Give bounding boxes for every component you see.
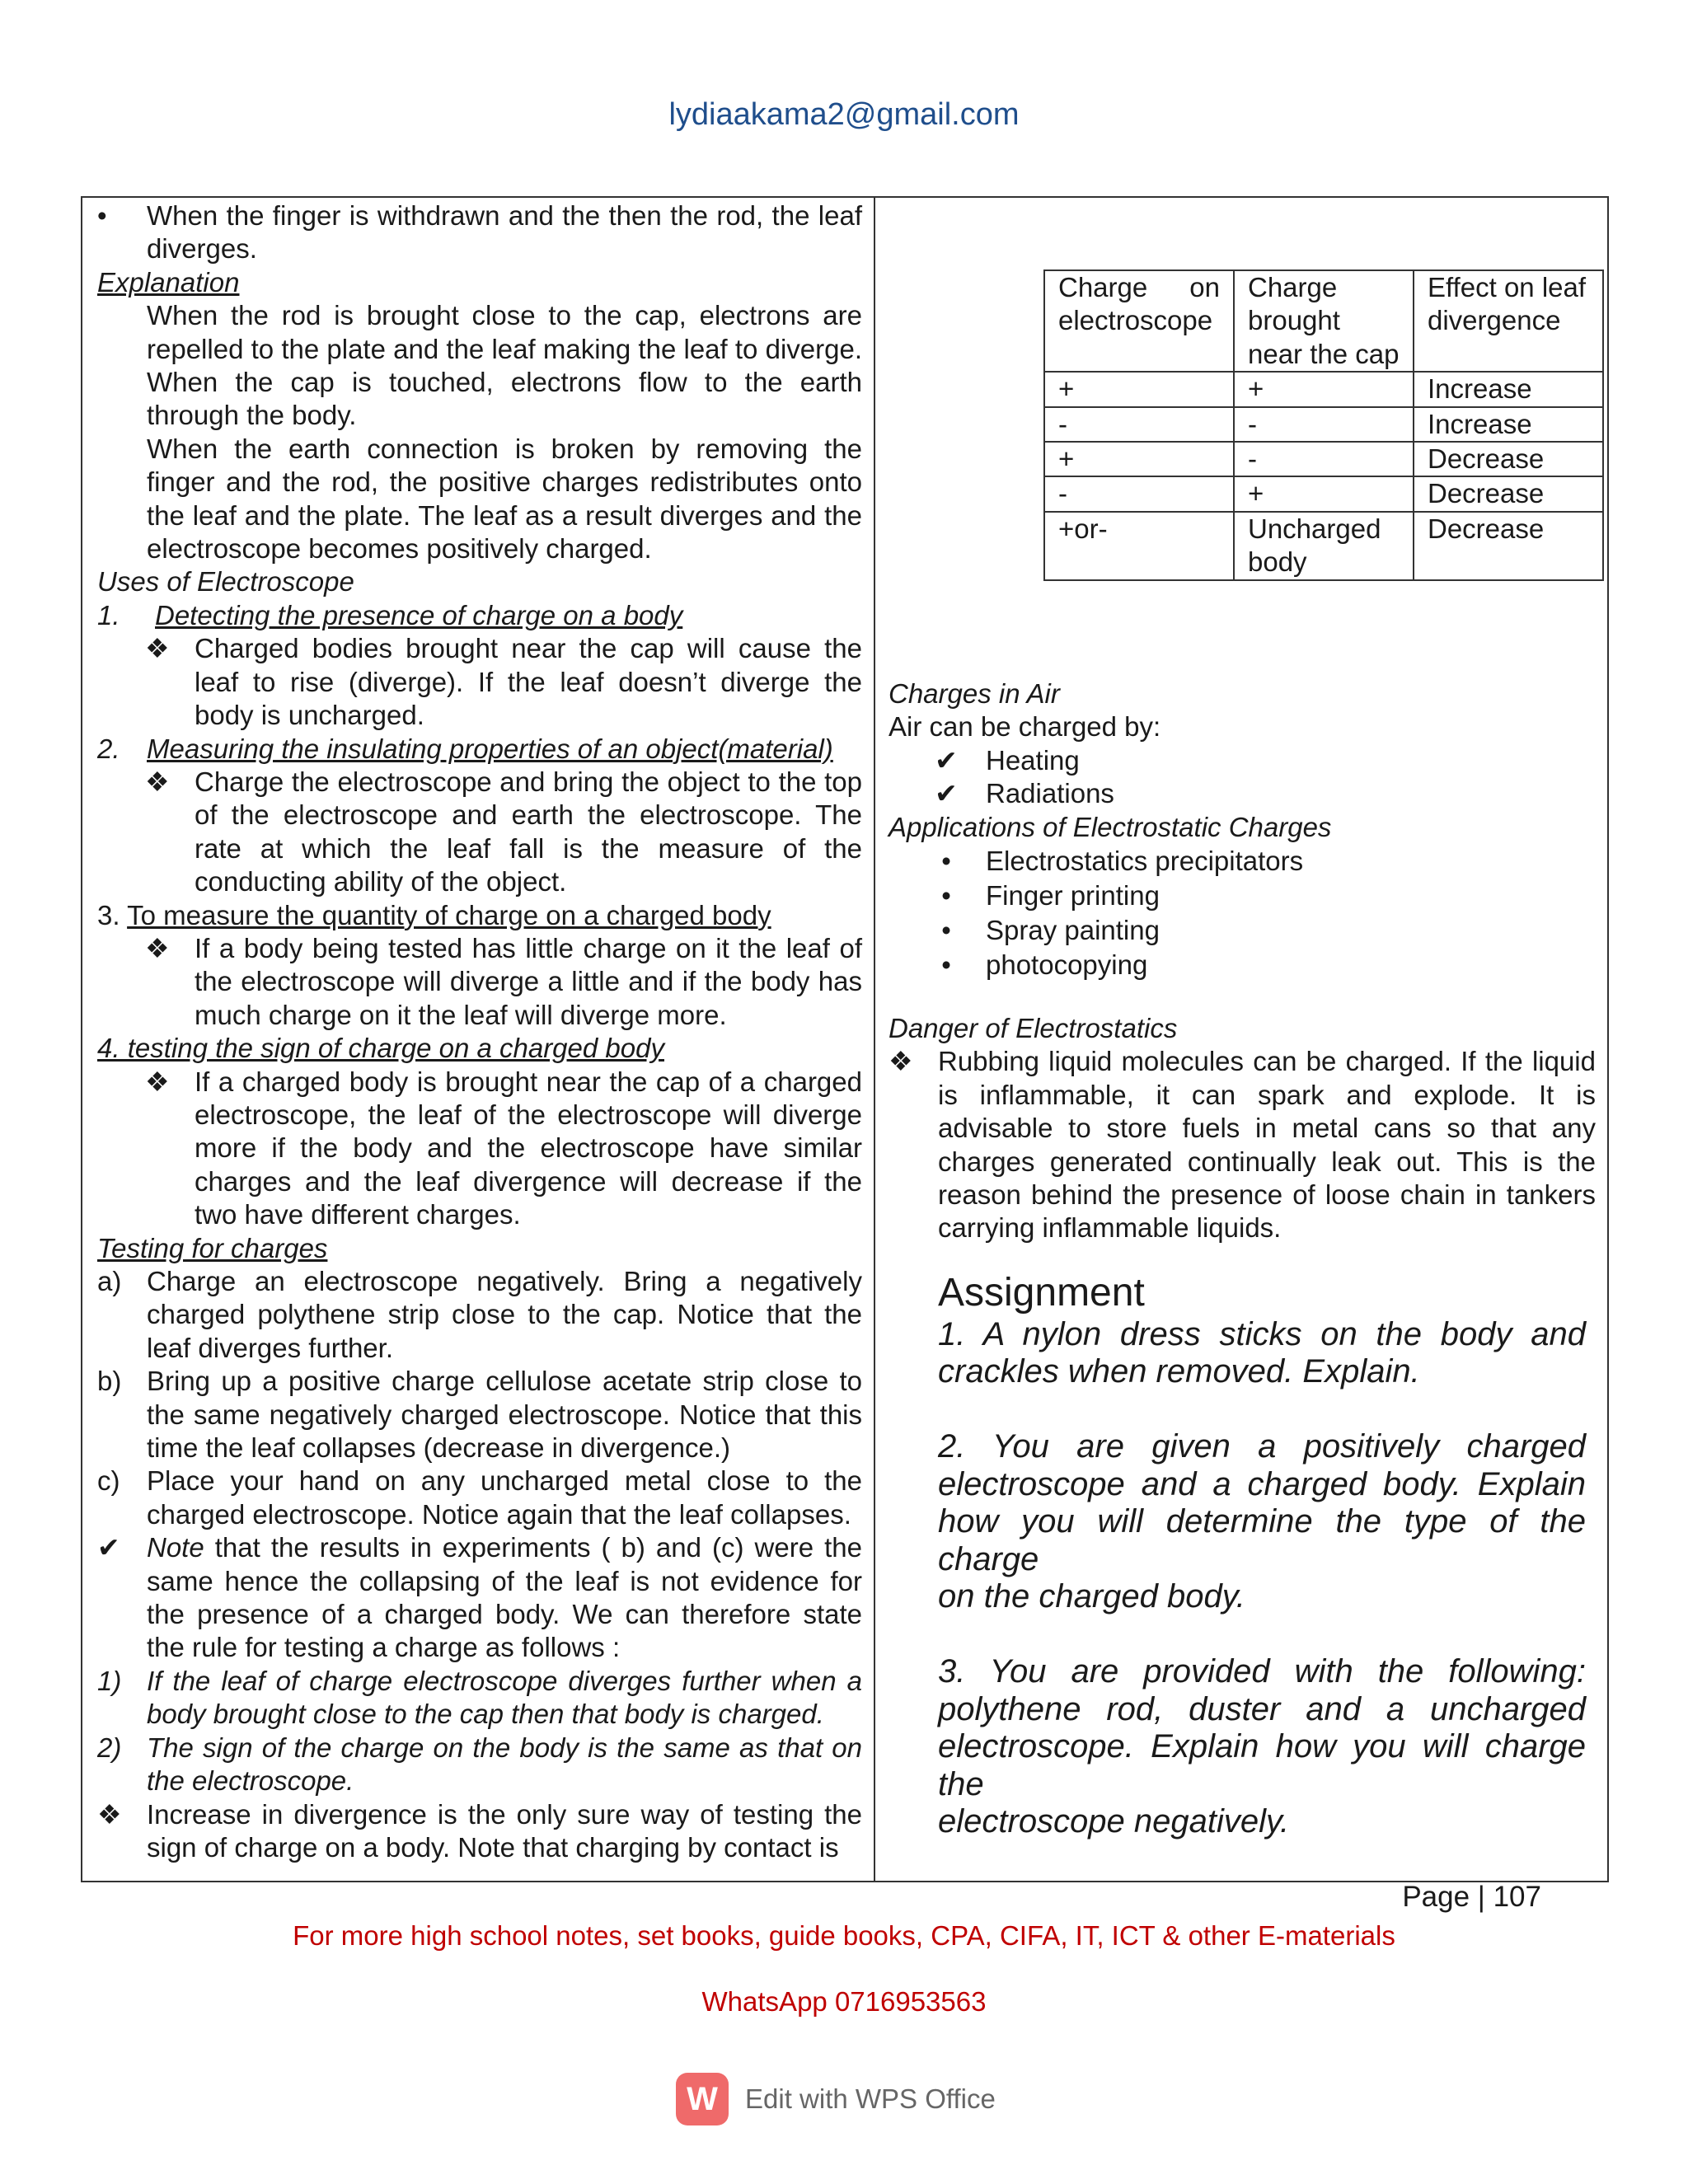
explanation-line: through the body. bbox=[147, 400, 357, 431]
table-cell: - bbox=[1234, 407, 1414, 442]
question-spacer bbox=[889, 1616, 1596, 1654]
bullet-icon: • bbox=[97, 200, 107, 231]
use2-title-text: Measuring the insulating properties of an object(material) bbox=[147, 733, 833, 764]
bullet-icon: • bbox=[941, 915, 951, 946]
explanation-line: the leaf and the plate. The leaf as a result diverges and the bbox=[147, 499, 862, 531]
table-cell: - bbox=[1234, 442, 1414, 476]
bullet-line: diverges. bbox=[147, 233, 257, 265]
explanation-line: When the earth connection is broken by removing the bbox=[147, 433, 862, 464]
question-line: 1. A nylon dress sticks on the body and bbox=[938, 1315, 1586, 1352]
question-line: how you will determine the type of the charge bbox=[938, 1503, 1586, 1577]
danger-line: ❖ Rubbing liquid molecules can be charged. If the liquid bbox=[889, 1045, 1596, 1078]
use4-line: two have different charges. bbox=[195, 1199, 521, 1230]
apps-heading: Applications of Electrostatic Charges bbox=[889, 811, 1332, 842]
use2-line: of the electroscope and earth the electroscope. The bbox=[195, 799, 862, 831]
explanation-line: When the rod is brought close to the cap, electrons are bbox=[147, 300, 862, 331]
use4-title: 4. testing the sign of charge on a charged body bbox=[97, 1033, 664, 1064]
question-line: electroscope. Explain how you will charge the bbox=[938, 1728, 1586, 1802]
table-cell: Decrease bbox=[1414, 476, 1603, 511]
step-a-label: a) bbox=[97, 1266, 122, 1296]
right-body bbox=[889, 677, 1596, 1841]
rule1-line: body brought close to the cap then that body is charged. bbox=[147, 1699, 824, 1730]
use1-title bbox=[97, 599, 862, 632]
use1-line: body is uncharged. bbox=[195, 700, 424, 731]
table-cell: + bbox=[1234, 372, 1414, 406]
use3-title-text: To measure the quantity of charge on a charged body bbox=[127, 899, 771, 930]
use3-number: 3. bbox=[97, 899, 120, 930]
whatsapp-contact: WhatsApp 0716953563 bbox=[701, 1986, 987, 2017]
final-line: sign of charge on a body. Note that charging by contact is bbox=[147, 1831, 839, 1863]
use3-line: much charge on it the leaf will diverge more. bbox=[195, 999, 727, 1030]
promo-text: For more high school notes, set books, guide books, CPA, CIFA, IT, ICT & other E-materials bbox=[293, 1920, 1395, 1951]
diamond-bullet-icon: ❖ bbox=[145, 633, 170, 664]
charge-effect-table bbox=[1043, 269, 1604, 581]
header-email: lydiaakama2@gmail.com bbox=[668, 97, 1020, 132]
explanation-line: electroscope becomes positively charged. bbox=[147, 533, 652, 565]
table-row bbox=[1044, 372, 1603, 406]
table-cell: Increase bbox=[1414, 407, 1603, 442]
table-row bbox=[1044, 476, 1603, 511]
table-header-cell: Effect on leaf divergence bbox=[1414, 270, 1603, 372]
use2-number: 2. bbox=[97, 733, 120, 764]
step-a-line: charged polythene strip close to the cap. Notice that the bbox=[147, 1299, 862, 1330]
wps-logo-icon: W bbox=[676, 2073, 729, 2125]
step-c-label: c) bbox=[97, 1465, 120, 1497]
question-line: electroscope negatively. bbox=[938, 1803, 1290, 1840]
apps-item: • photocopying bbox=[889, 948, 1596, 982]
use4-line: electroscope, the leaf of the electroscope will diverge bbox=[195, 1099, 862, 1130]
table-header-cell: Charge on electroscope bbox=[1044, 270, 1234, 372]
column-divider bbox=[874, 198, 875, 1881]
note-word: Note bbox=[147, 1532, 204, 1563]
table-cell: Decrease bbox=[1414, 442, 1603, 476]
table-header-row bbox=[1044, 270, 1603, 372]
diamond-bullet-icon: ❖ bbox=[145, 1066, 170, 1097]
table-header-cell: Charge brought near the cap bbox=[1234, 270, 1414, 372]
table-cell: Decrease bbox=[1414, 512, 1603, 580]
question-line: crackles when removed. Explain. bbox=[938, 1353, 1420, 1390]
table-cell: - bbox=[1044, 407, 1234, 442]
diamond-bullet-icon: ❖ bbox=[889, 1046, 913, 1077]
step-c-line: charged electroscope. Notice again that the leaf collapses. bbox=[147, 1498, 851, 1530]
air-item: ✔ Radiations bbox=[889, 777, 1596, 810]
danger-line: reason behind the presence of loose chain in tankers bbox=[938, 1179, 1596, 1211]
assignment-title: Assignment bbox=[938, 1270, 1145, 1315]
danger-line: carrying inflammable liquids. bbox=[938, 1212, 1282, 1244]
step-a-line: a) Charge an electroscope negatively. Bring a negatively bbox=[97, 1265, 862, 1298]
table-cell: + bbox=[1044, 372, 1234, 406]
question-line: 2. You are given a positively charged bbox=[938, 1428, 1586, 1465]
note-line: same hence the collapsing of the leaf is not evidence for bbox=[147, 1565, 862, 1596]
use2-line: conducting ability of the object. bbox=[195, 866, 567, 898]
table-row bbox=[1044, 512, 1603, 580]
danger-line: charges generated continually leak out. This is the bbox=[938, 1146, 1596, 1177]
apps-item: • Finger printing bbox=[889, 879, 1596, 913]
question-line: polythene rod, duster and a uncharged bbox=[938, 1690, 1586, 1727]
use1-number: 1. bbox=[97, 599, 120, 630]
diamond-bullet-icon: ❖ bbox=[145, 766, 170, 797]
step-c-line: c) Place your hand on any uncharged metal close to the bbox=[97, 1465, 862, 1497]
step-b-line: b) Bring up a positive charge cellulose acetate strip close to bbox=[97, 1365, 862, 1398]
explanation-line: repelled to the plate and the leaf making the leaf to diverge. bbox=[147, 333, 862, 364]
apps-item: • Electrostatics precipitators bbox=[889, 844, 1596, 879]
rule2-line: the electroscope. bbox=[147, 1765, 354, 1797]
table-cell: Increase bbox=[1414, 372, 1603, 406]
step-b-line: the same negatively charged electroscope. Notice that this bbox=[147, 1399, 862, 1430]
wps-edit-label: Edit with WPS Office bbox=[745, 2083, 996, 2114]
diamond-bullet-icon: ❖ bbox=[145, 932, 170, 963]
air-item: ✔ Heating bbox=[889, 744, 1596, 777]
bullet-icon: • bbox=[941, 846, 951, 877]
table-cell: - bbox=[1044, 476, 1234, 511]
testing-heading: Testing for charges bbox=[97, 1232, 328, 1263]
bullet-icon: • bbox=[941, 880, 951, 912]
use4-line: more if the body and the electroscope have similar bbox=[195, 1132, 862, 1164]
air-heading: Charges in Air bbox=[889, 678, 1060, 709]
wps-edit-button[interactable] bbox=[676, 2073, 996, 2125]
explanation-line: When the cap is touched, electrons flow to the earth bbox=[147, 367, 862, 398]
danger-heading: Danger of Electrostatics bbox=[889, 1013, 1178, 1044]
note-line: ✔ Note that the results in experiments ( b) and (c) were the bbox=[97, 1531, 862, 1564]
rule2-number: 2) bbox=[97, 1732, 122, 1763]
step-b-label: b) bbox=[97, 1366, 122, 1397]
final-line: ❖ Increase in divergence is the only sure way of testing the bbox=[97, 1798, 862, 1831]
checkmark-icon: ✔ bbox=[935, 778, 958, 809]
content-frame bbox=[81, 196, 1609, 1882]
apps-item: • Spray painting bbox=[889, 913, 1596, 948]
left-column bbox=[97, 198, 862, 1864]
use3-title bbox=[97, 899, 862, 932]
table-cell: + bbox=[1044, 442, 1234, 476]
use1-line: ❖ Charged bodies brought near the cap will cause the bbox=[97, 632, 862, 665]
rule1-number: 1) bbox=[97, 1665, 122, 1696]
use4-line: ❖ If a charged body is brought near the cap of a charged bbox=[97, 1066, 862, 1099]
use3-line: ❖ If a body being tested has little charge on it the leaf of bbox=[97, 932, 862, 965]
bullet-line: • When the finger is withdrawn and the then the rod, the leaf bbox=[97, 199, 862, 232]
page-number: Page | 107 bbox=[1402, 1881, 1541, 1913]
danger-line: advisable to store fuels in metal cans so that any bbox=[938, 1113, 1596, 1144]
use2-line: rate at which the leaf fall is the measure of the bbox=[195, 832, 862, 864]
danger-line: is inflammable, it can spark and explode. It is bbox=[938, 1079, 1596, 1110]
use1-title-text: Detecting the presence of charge on a body bbox=[155, 599, 683, 630]
table-cell: +or- bbox=[1044, 512, 1234, 580]
question-spacer bbox=[889, 1391, 1596, 1429]
step-a-line: leaf diverges further. bbox=[147, 1332, 393, 1363]
bullet-icon: • bbox=[941, 949, 951, 981]
step-b-line: time the leaf collapses (decrease in divergence.) bbox=[147, 1432, 731, 1464]
question-line: 3. You are provided with the following: bbox=[938, 1653, 1586, 1690]
diamond-bullet-icon: ❖ bbox=[97, 1798, 122, 1830]
checkmark-icon: ✔ bbox=[935, 744, 958, 776]
use2-title bbox=[97, 733, 862, 766]
checkmark-icon: ✔ bbox=[97, 1532, 120, 1563]
table-cell: + bbox=[1234, 476, 1414, 511]
rule2-line: 2) The sign of the charge on the body is the same as that on bbox=[97, 1732, 862, 1765]
explanation-line: finger and the rod, the positive charges redistributes onto bbox=[147, 466, 862, 498]
air-intro: Air can be charged by: bbox=[889, 711, 1161, 743]
question-line: on the charged body. bbox=[938, 1578, 1245, 1615]
use4-line: charges and the leaf divergence will decrease if the bbox=[195, 1165, 862, 1197]
table-row bbox=[1044, 407, 1603, 442]
note-line: the presence of a charged body. We can therefore state bbox=[147, 1599, 862, 1630]
question-line: electroscope and a charged body. Explain bbox=[938, 1465, 1586, 1502]
use3-line: the electroscope will diverge a little and if the body has bbox=[195, 966, 862, 997]
uses-heading: Uses of Electroscope bbox=[97, 566, 354, 598]
explanation-heading: Explanation bbox=[97, 266, 240, 298]
rule1-line: 1) If the leaf of charge electroscope diverges further when a bbox=[97, 1665, 862, 1698]
table-row bbox=[1044, 442, 1603, 476]
use2-line: ❖ Charge the electroscope and bring the object to the top bbox=[97, 766, 862, 799]
use1-line: leaf to rise (diverge). If the leaf doesn’t diverge the bbox=[195, 666, 862, 697]
table-cell: Uncharged body bbox=[1234, 512, 1414, 580]
note-line: the rule for testing a charge as follows : bbox=[147, 1632, 621, 1663]
